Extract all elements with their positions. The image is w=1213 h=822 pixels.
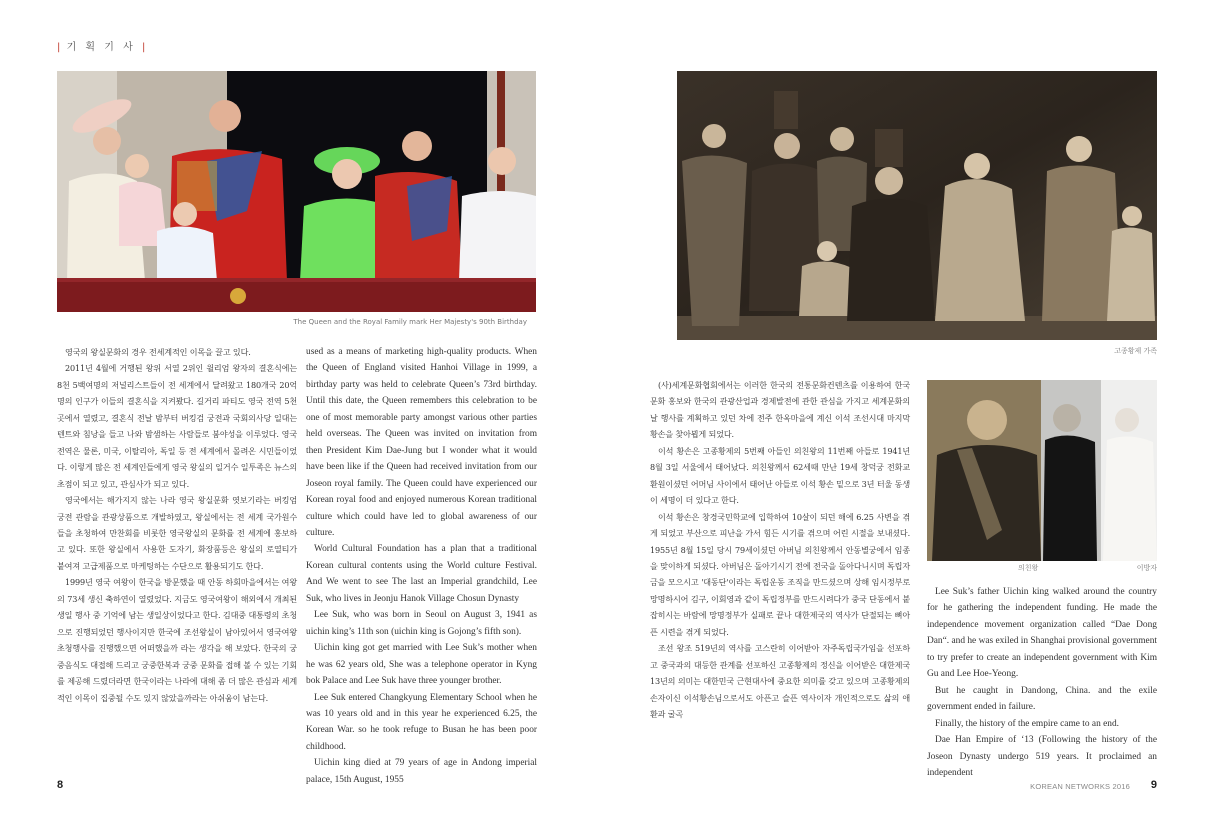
- paragraph: Lee Suk entered Changkyung Elementary School when he was 10 years old and in this year he experienced 6.25, the Korean War. so he took refuge to Busan he has been poor childhood.: [306, 692, 537, 752]
- portrait-inset-photo-image: [927, 380, 1157, 561]
- left-column-1: [57, 344, 297, 706]
- paragraph: 이석 황손은 창경국민학교에 입학하여 10살이 되던 해에 6.25 사변을 겪게 되었고 부산으로 피난을 가서 힘든 시기를 겪으며 어린 시절을 보내셨다. 1955년 8월 15일 당시 79세이셨던 아버님 의친왕께서 안동별궁에서 임종을 맞이하게 되셨다. 아버님은 돌아기시기 전에 전국을 돌아다니시며 독립자금을 모으시고 '대동단'이라는 독립운동 조직을 만드셨으며 상해 임시정부로 망명하시어 김구, 이회영과 같이 독립정부를 만드시려다가 중국 단동에서 붙잡히시는 바람에 망명정부가 실패로 끝나 대한제국의 역사가 단절되는 뼈아픈 시련을 겪게 되었다.: [650, 511, 910, 637]
- paragraph: Lee Suk’s father Uichin king walked around the country for he gathering the independent funding. He made the independence movement organization called “Dae Dong Dan“. and he was exiled in Shanghai provisional government to try prefer to create an independent government with Kim Gu and Lee Hoe-Yeong.: [927, 587, 1157, 680]
- right-column-2: [927, 584, 1157, 781]
- paragraph: used as a means of marketing high-quality products. When the Queen of England visited Hanhoi Village in 1999, a birthday party was held to celebrate Queen’s 73rd birthday. Until this date, the Queen remembers this celebration to be one of most memorable party amongst various other parties held overseas. The Queen was invited on invitation from then President Kim Dae-Jung but I wonder what it would have been like if the Queen had received invitation from our Joseon royal family. The Queen could have experienced our Korean royal food and enjoyed numerous Korean traditional culture which could have led to global awareness of our culture.: [306, 347, 537, 538]
- paragraph: 영국에서는 해가지지 않는 나라 영국 왕실문화 엿보기라는 버킹엄 궁전 관람을 관광상품으로 개발하였고, 왕실에서는 전 세계 국가원수들을 초청하여 만찬회를 비롯한 영국왕실의 문화를 전 세계에 홍보하고 있다. 또한 왕실에서 사용한 도자기, 화장품등은 왕실의 로열티가 붙여져 고급제품으로 마케팅하는 수단으로 활용되기도 한다.: [57, 495, 297, 571]
- paragraph: Finally, the history of the empire came to an end.: [935, 718, 1119, 729]
- section-tag-bar-right: |: [141, 42, 146, 53]
- magazine-title: KOREAN NETWORKS 2016: [1030, 782, 1130, 791]
- gojong-family-photo-image: [677, 71, 1157, 340]
- portrait-caption-right: 이방자: [1136, 564, 1157, 572]
- paragraph: But he caught in Dandong, China. and the exile government ended in failure.: [927, 685, 1157, 713]
- paragraph: 조선 왕조 519년의 역사를 고스란히 이어받아 자주독립국가임을 선포하고 중국과의 대등한 관계를 선포하신 고종황제의 정신을 이어받은 대한제국 13년의 의미는 대한민국 근현대사에 중요한 의미를 갖고 있으며 고종황제의 손자이신 이석황손님으로서도 아픈고 슬픈 역사이자 개인적으로도 삶의 애환과 굴곡: [650, 643, 910, 720]
- paragraph: Uichin king died at 79 years of age in Andong imperial palace, 15th August, 1955: [306, 758, 537, 785]
- royal-family-photo-image: [57, 71, 536, 312]
- paragraph: 1999년 영국 여왕이 한국을 방문했을 때 안동 하회마을에서는 여왕의 73세 생신 축하연이 열렸었다. 지금도 영국여왕이 해외에서 개최된 생일 행사 중 기억에 남는 생일상이었다고 한다. 김대중 대통령의 초청으로 진행되었던 행사이지만 한국에 조선왕실이 남아있어서 영국여왕 초청행사를 진행했으면 어떠했을까 라는 생각을 해 보았다. 한국의 궁중음식도 대접해 드리고 궁중한복과 궁중 문화를 접해 볼 수 있는 기회를 제공해 드렸더라면 한국이라는 나라에 대해 좀 더 많은 관심과 세계적인 이목이 집중될 수도 있지 않았을까라는 아쉬움이 남는다.: [57, 577, 297, 703]
- paragraph: World Cultural Foundation has a plan that a traditional Korean cultural contents using the World culture Festival. And We went to see The last an Imperial grandchild, Lee Suk, who lives in Jeonju Hanok Village Chosun Dynasty: [306, 544, 537, 604]
- paragraph: 2011년 4월에 거행된 왕위 서열 2위인 윌리엄 왕자의 결혼식에는 8천 5백여명의 저널리스트들이 전 세계에서 달려왔고 180개국 20억 명의 인구가 이들의 결혼식을 지켜봤다. 길거리 파티도 영국 전역 5천 곳에서 열렸고, 결혼식 전날 밤부터 버킹검 궁전과 국회의사당 일대는 텐트와 침낭을 들고 나와 밤샘하는 사람들로 붐야성을 이루었다. 영국 전역은 물론, 미국, 이탈리아, 독일 등 전 세계에서 몰려온 시민들이었다. 이렇게 많은 전 세계인들에게 영국 왕실의 일거수 일투족은 뉴스의 초점이 되고 있고, 관심사가 되고 있다.: [57, 363, 297, 489]
- left-page-number: 8: [57, 779, 64, 791]
- gojong-family-photo-caption: 고종황제 가족: [1114, 347, 1157, 355]
- portrait-caption-left: 의친왕: [1018, 564, 1039, 572]
- paragraph: Dae Han Empire of ‘13 (Following the history of the Joseon Dynasty undergo 519 years. It proclaimed an independent: [927, 735, 1157, 778]
- portrait-inset-photo: [927, 380, 1157, 561]
- gojong-family-photo: [677, 71, 1157, 340]
- section-tag-bar-left: |: [57, 42, 61, 53]
- right-column-1: [650, 377, 910, 723]
- paragraph: 영국의 왕실문화의 경우 전세계적인 이목을 끌고 있다.: [65, 347, 251, 357]
- left-column-2: [306, 344, 537, 788]
- paragraph: Lee Suk, who was born in Seoul on August 3, 1941 as uichin king’s 11th son (uichin king is Gojong’s fifth son).: [306, 610, 537, 637]
- royal-family-photo: [57, 71, 536, 312]
- paragraph: (사)세계문화협회에서는 이러한 한국의 전통문화컨텐츠를 이용하여 한국 문화 홍보와 한국의 관광산업과 경제발전에 관한 관심을 가지고 세계문화의 날 행사를 계획하고 있던 차에 전주 한옥마을에 계신 이석 조선시대 마지막 황손을 찾아뵙게 되었다.: [650, 380, 910, 440]
- paragraph: 이석 황손은 고종황제의 5번째 아들인 의친왕의 11번째 아들로 1941년 8월 3일 서울에서 태어났다. 의친왕께서 62세때 만난 19세 창덕궁 전화교환원이셨던 어머님 사이에서 태어난 아들로 이석 황손 밑으로 3년 터울 동생이 세명이 더 있다고 한다.: [650, 445, 910, 506]
- royal-family-photo-caption: The Queen and the Royal Family mark Her Majesty's 90th Birthday: [293, 318, 527, 326]
- section-tag-label: 기 획 기 사: [66, 42, 136, 53]
- section-tag: [57, 38, 145, 53]
- paragraph: Uichin king got get married with Lee Suk’s mother when he was 62 years old, She was a telephone operator in Kyng bok Palace and Lee Suk have three younger brother.: [306, 643, 537, 687]
- right-page-number: 9: [1150, 779, 1157, 791]
